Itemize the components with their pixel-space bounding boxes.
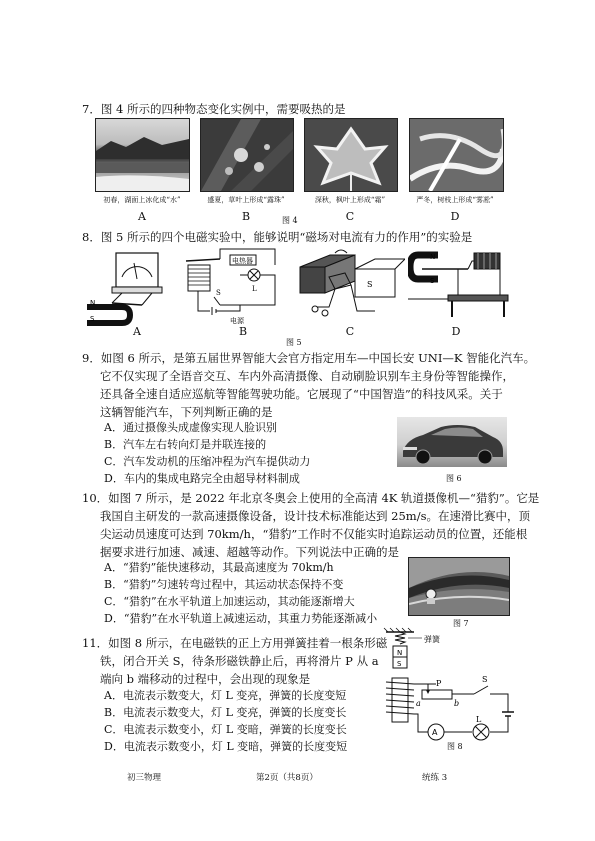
q8-label-b: B xyxy=(238,325,248,338)
q8-c-s-label: S xyxy=(367,280,373,289)
q11-magnet-s-label: S xyxy=(397,660,402,668)
footer-exam-name: 统练 3 xyxy=(422,773,448,783)
q7-stem: 7．图 4 所示的四种物态变化实例中，需要吸热的是 xyxy=(82,102,346,116)
q7-label-b: B xyxy=(241,210,251,223)
q11-magnet-n-label: N xyxy=(397,649,403,657)
q9-stem-line-3: 还具备全速自适应巡航等智能驾驶功能。它展现了“中国智造”的科技风采。关于 xyxy=(100,387,503,401)
q11-ammeter-label: A xyxy=(432,728,438,737)
q8-diagram-d xyxy=(408,247,513,327)
q8-figure-caption: 图 5 xyxy=(286,338,302,347)
q7-label-c: C xyxy=(345,210,355,223)
q11-stem-line-2: 铁，闭合开关 S，待条形磁铁静止后，再将滑片 P 从 a xyxy=(100,654,379,668)
q11-stem-line-1: 11．如图 8 所示，在电磁铁的正上方用弹簧挂着一根条形磁 xyxy=(82,636,388,650)
q11-figure-caption: 图 8 xyxy=(447,742,463,751)
q11-option-c: C．电流表示数变小，灯 L 变暗，弹簧的长度变长 xyxy=(104,723,347,736)
q8-label-c: C xyxy=(345,325,355,338)
footer-subject: 初三物理 xyxy=(127,773,162,783)
q8-b-source-label: 电源 xyxy=(230,317,244,325)
q9-stem-line-4: 这辆智能汽车，下列判断正确的是 xyxy=(100,405,273,419)
q7-label-d: D xyxy=(450,210,460,223)
q10-option-c: C．“猎豹”在水平轨道上加速运动，其动能逐渐增大 xyxy=(104,595,355,608)
q9-stem-line-1: 9．如图 6 所示，是第五届世界智能大会官方指定用车—中国长安 UNI—K 智能化汽车。 xyxy=(82,351,536,365)
q7-photo-a-ice-melting xyxy=(95,118,190,192)
q8-d-s-label: S xyxy=(430,277,435,285)
q10-photo-camera xyxy=(408,557,510,616)
q11-s-label: S xyxy=(482,675,488,684)
q9-option-b: B．汽车左右转向灯是并联连接的 xyxy=(104,438,267,451)
q7-photo-c-frost xyxy=(304,118,398,192)
q7-caption-a: 初春，湖面上冰化成“水” xyxy=(103,196,181,204)
q11-b-label: b xyxy=(454,699,460,708)
q10-stem-line-1: 10．如图 7 所示，是 2022 年北京冬奥会上使用的全高清 4K 轨道摄像机—“猎豹”。它是 xyxy=(82,491,540,505)
q8-a-n-label: N xyxy=(90,299,96,307)
footer-page-number: 第2页（共8页） xyxy=(256,773,318,783)
q11-spring-label: 弹簧 xyxy=(424,635,440,644)
q8-b-l-label: L xyxy=(252,285,257,293)
q9-option-a: A．通过摄像头成虚像实现人脸识别 xyxy=(104,421,277,434)
q10-option-d: D．“猎豹”在水平轨道上减速运动，其重力势能逐渐减小 xyxy=(104,612,378,625)
q10-option-b: B．“猎豹”匀速转弯过程中，其运动状态保持不变 xyxy=(104,578,344,591)
q8-a-s-label: S xyxy=(90,315,95,323)
q9-option-c: C．汽车发动机的压缩冲程为汽车提供动力 xyxy=(104,455,311,468)
q8-label-d: D xyxy=(451,325,461,338)
q11-a-label: a xyxy=(416,699,421,708)
q8-b-heater-label: 电热器 xyxy=(232,257,253,265)
q11-p-label: P xyxy=(436,679,442,688)
q9-stem-line-2: 它不仅实现了全语音交互、车内外高清摄像、自动刷脸识别车主身份等智能操作， xyxy=(100,369,514,383)
q10-stem-line-2: 我国自主研发的一款高速摄像设备，设计技术标准能达到 25m/s。在速滑比赛中，顶 xyxy=(100,509,530,523)
q9-option-d: D．车内的集成电路完全由超导材料制成 xyxy=(104,472,300,485)
q8-stem: 8．图 5 所示的四个电磁实验中，能够说明“磁场对电流有力的作用”的实验是 xyxy=(82,230,473,244)
q11-l-label: L xyxy=(476,715,482,724)
q11-option-b: B．电流表示数变大，灯 L 变亮，弹簧的长度变长 xyxy=(104,706,347,719)
q11-option-d: D．电流表示数变小，灯 L 变暗，弹簧的长度变短 xyxy=(104,740,348,753)
q7-caption-b: 盛夏，草叶上形成“露珠” xyxy=(207,196,285,204)
q7-caption-c: 深秋，枫叶上形成“霜” xyxy=(314,196,386,204)
q8-label-a: A xyxy=(133,325,141,338)
q10-stem-line-3: 尖运动员速度可达到 70km/h，“猎豹”工作时不仅能实时追踪运动员的位置，还能根 xyxy=(100,527,528,541)
q10-option-a: A．“猎豹”能快速移动，其最高速度为 70km/h xyxy=(104,561,334,574)
q7-figure-caption: 图 4 xyxy=(282,216,298,225)
q11-option-a: A．电流表示数变大，灯 L 变亮，弹簧的长度变短 xyxy=(104,689,347,702)
q10-figure-caption: 图 7 xyxy=(453,619,469,628)
q9-photo-car xyxy=(397,417,507,467)
q7-photo-b-dew xyxy=(200,118,294,192)
q7-caption-d: 严冬，树枝上形成“雾凇” xyxy=(416,196,494,204)
q11-circuit-diagram xyxy=(378,626,518,756)
q8-diagram-c xyxy=(295,247,405,327)
q8-diagram-b xyxy=(180,245,285,330)
q8-b-s-label: S xyxy=(216,289,221,297)
q7-label-a: A xyxy=(138,210,146,223)
q8-diagram-a xyxy=(82,247,182,327)
q10-stem-line-4: 据要求进行加速、减速、超越等动作。下列说法中正确的是 xyxy=(100,545,399,559)
q11-stem-line-3: 端向 b 端移动的过程中，会出现的现象是 xyxy=(100,672,311,686)
q7-photo-d-rime xyxy=(409,118,504,192)
q8-d-n-label: N xyxy=(430,253,436,261)
q9-figure-caption: 图 6 xyxy=(446,474,462,483)
